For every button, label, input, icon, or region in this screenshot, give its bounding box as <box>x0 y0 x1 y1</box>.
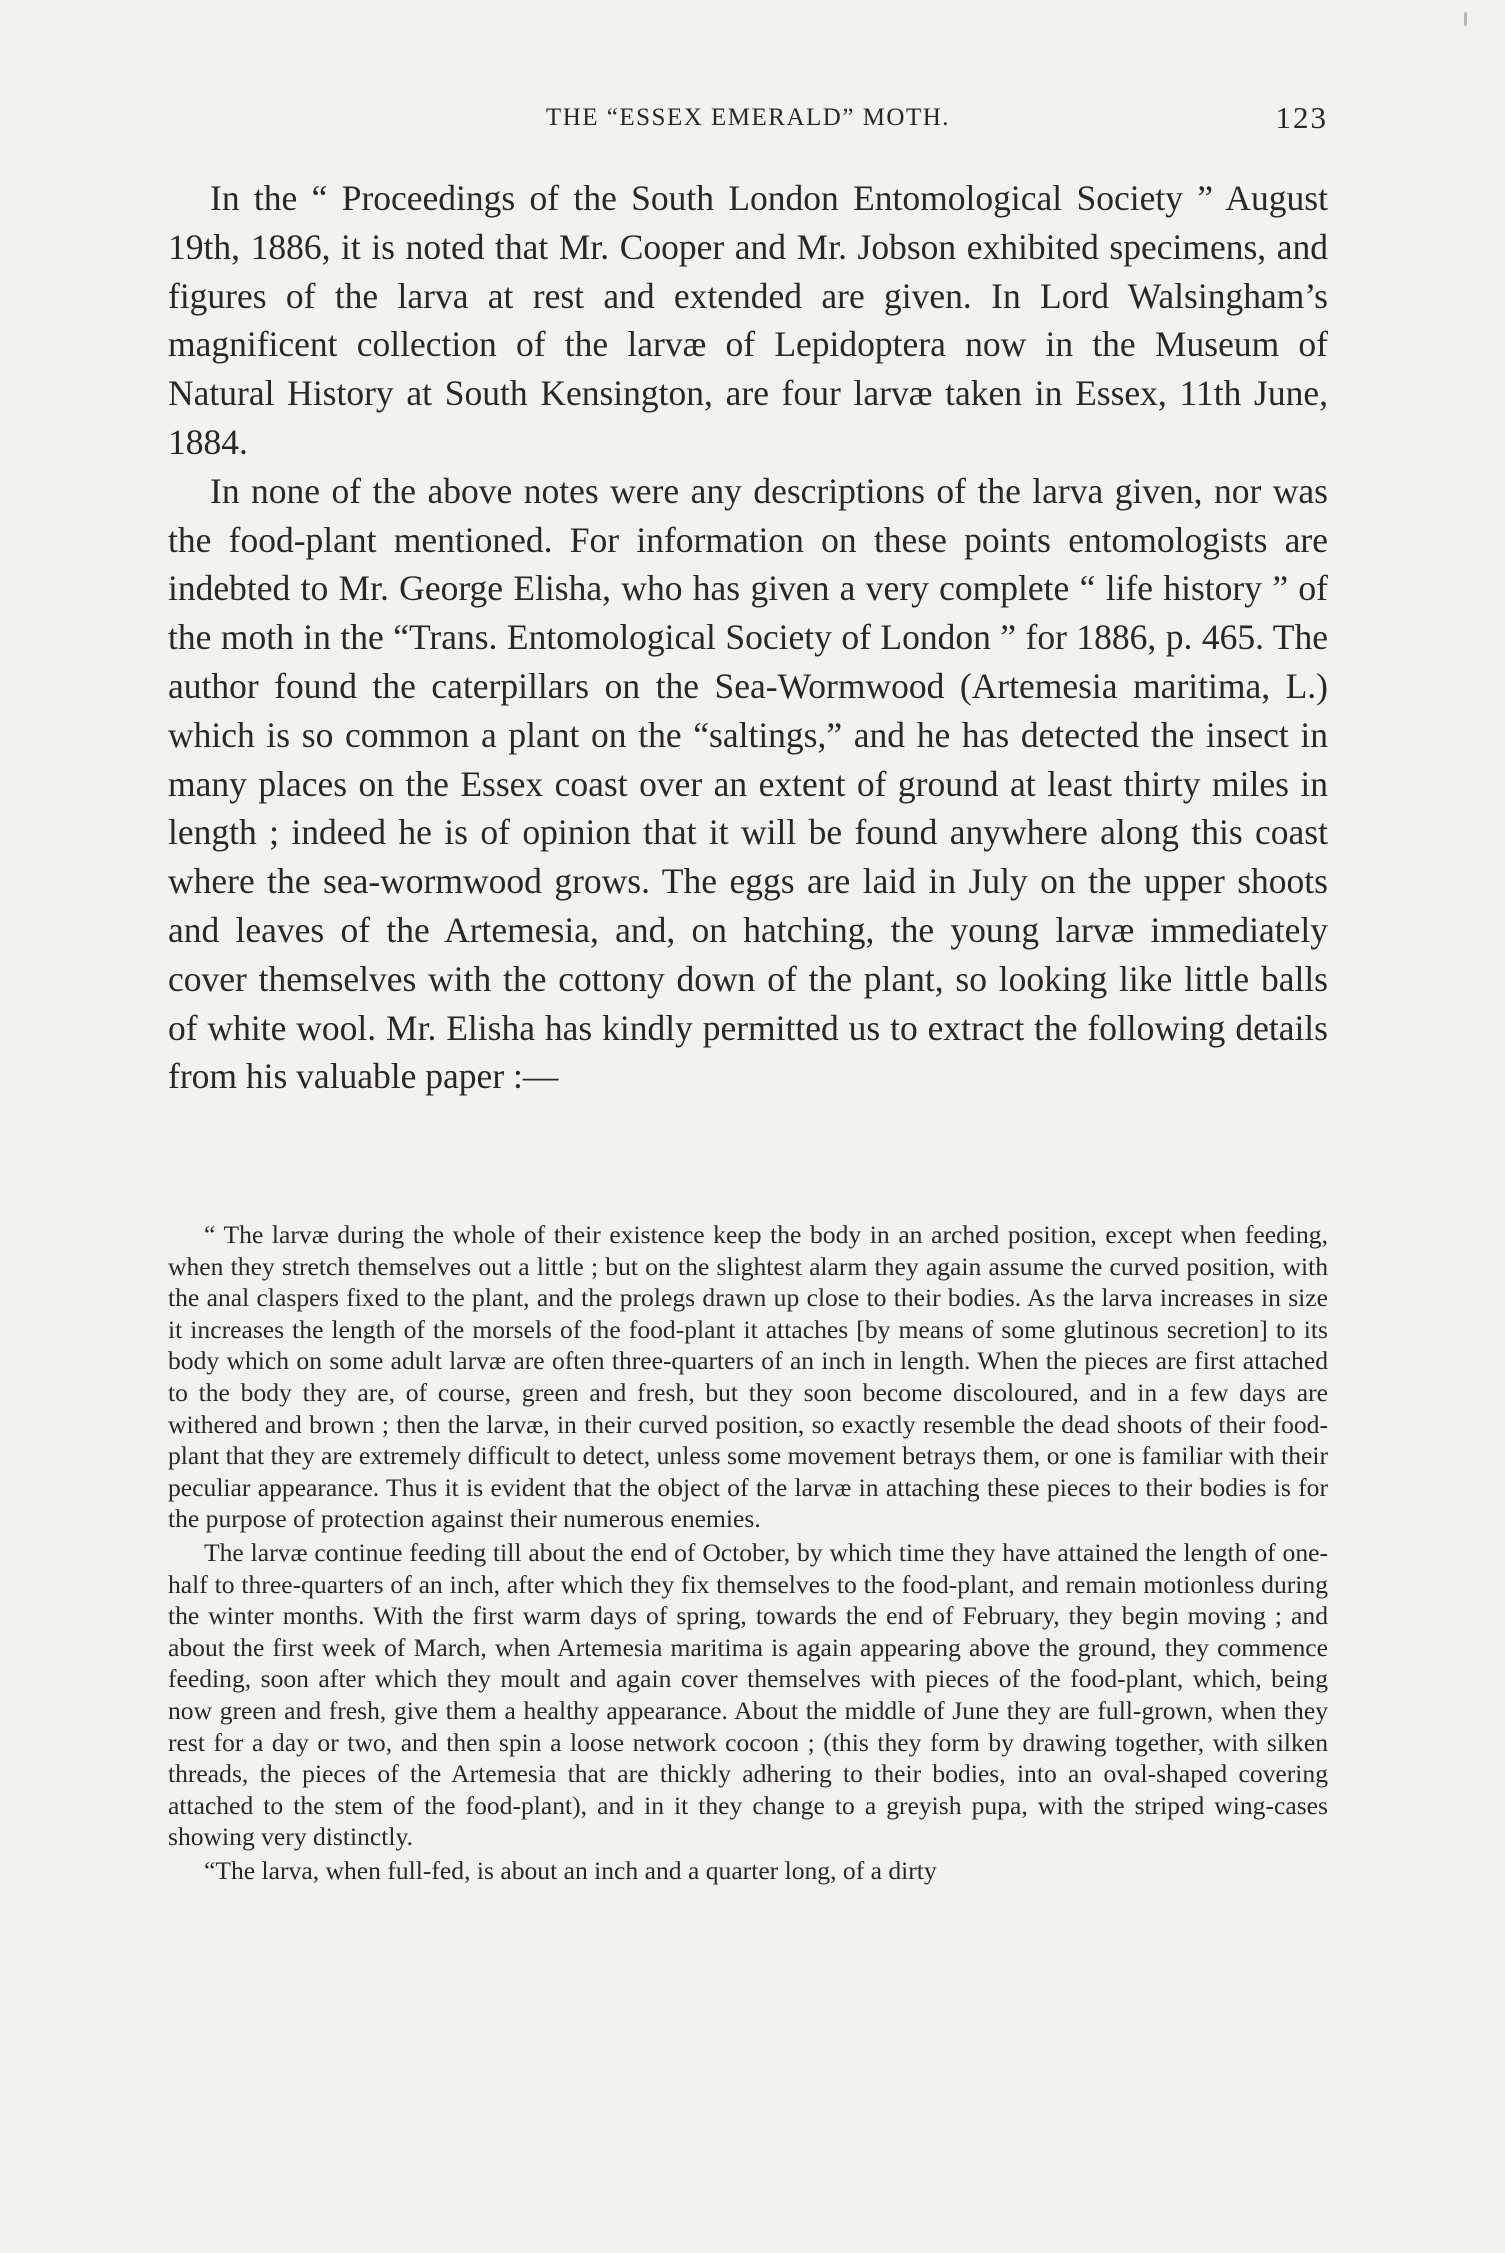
page-number: 123 <box>1275 100 1328 135</box>
paragraph: In the “ Proceedings of the South London Entomological Society ” August 19th, 1886, it is noted that Mr. Cooper and Mr. Jobson exhibited specimens, and figures of the larva at rest and extended are given. In Lord Walsingham’s magnificent collection of the larvæ of Lepidoptera now in the Museum of Natural History at South Kensington, are four larvæ taken in Essex, 11th June, 1884. <box>168 178 1328 462</box>
paragraph: In none of the above notes were any descriptions of the larva given, nor was the food-plant mentioned. For information on these points entomologists are indebted to Mr. George Elisha, who has given a very complete “ life history ” of the moth in the “Trans. Entomological Society of London ” for 1886, p. 465. The author found the caterpillars on the Sea-Wormwood (Artemesia maritima, L.) which is so common a plant on the “saltings,” and he has detected the insect in many places on the Essex coast over an extent of ground at least thirty miles in length ; indeed he is of opinion that it will be found anywhere along this coast where the sea-wormwood grows. The eggs are laid in July on the upper shoots and leaves of the Artemesia, and, on hatching, the young larvæ immediately cover themselves with the cottony down of the plant, so looking like little balls of white wool. Mr. Elisha has kindly permitted us to extract the following details from his valuable paper :— <box>168 470 1328 1097</box>
quote-paragraph: “The larva, when full-fed, is about an inch and a quarter long, of a dirty <box>204 1855 937 1885</box>
quote-paragraph: “ The larvæ during the whole of their existence keep the body in an arched position, except when feeding, when they stretch themselves out a little ; but on the slightest alarm they again assume the curved position, with the anal claspers fixed to the plant, and the prolegs drawn up close to their bodies. As the larva increases in size it increases the length of the morsels of the food-plant it attaches [by means of some glutinous secretion] to its body which on some adult larvæ are often three-quarters of an inch in length. When the pieces are first attached to the body they are, of course, green and fresh, but they soon become discoloured, and in a few days are withered and brown ; then the larvæ, in their curved position, so exactly resemble the dead shoots of their food-plant that they are extremely difficult to detect, unless some movement betrays them, or one is familiar with their peculiar appearance. Thus it is evident that the object of the larvæ in attaching these pieces to their bodies is for the purpose of protection against their numerous enemies. <box>168 1220 1328 1534</box>
running-title: THE “ESSEX EMERALD” MOTH. <box>545 104 951 131</box>
quote-paragraph: The larvæ continue feeding till about the end of October, by which time they have attained the length of one-half to three-quarters of an inch, after which they fix themselves to the food-plant, and remain motionless during the winter months. With the first warm days of spring, towards the end of February, they begin moving ; and about the first week of March, when Artemesia maritima is again appearing above the ground, they commence feeding, soon after which they moult and again cover themselves with pieces of the food-plant, which, being now green and fresh, give them a healthy appearance. About the middle of June they are full-grown, when they rest for a day or two, and then spin a loose network cocoon ; (this they form by drawing together, with silken threads, the pieces of the Artemesia that are thickly adhering to their bodies, into an oval-shaped covering attached to the stem of the food-plant), and in it they change to a greyish pupa, with the striped wing-cases showing very distinctly. <box>168 1537 1328 1852</box>
main-text <box>168 174 1328 1101</box>
page-header <box>168 98 1328 138</box>
paper-speck <box>1464 12 1467 26</box>
quoted-extract <box>168 1219 1328 1886</box>
